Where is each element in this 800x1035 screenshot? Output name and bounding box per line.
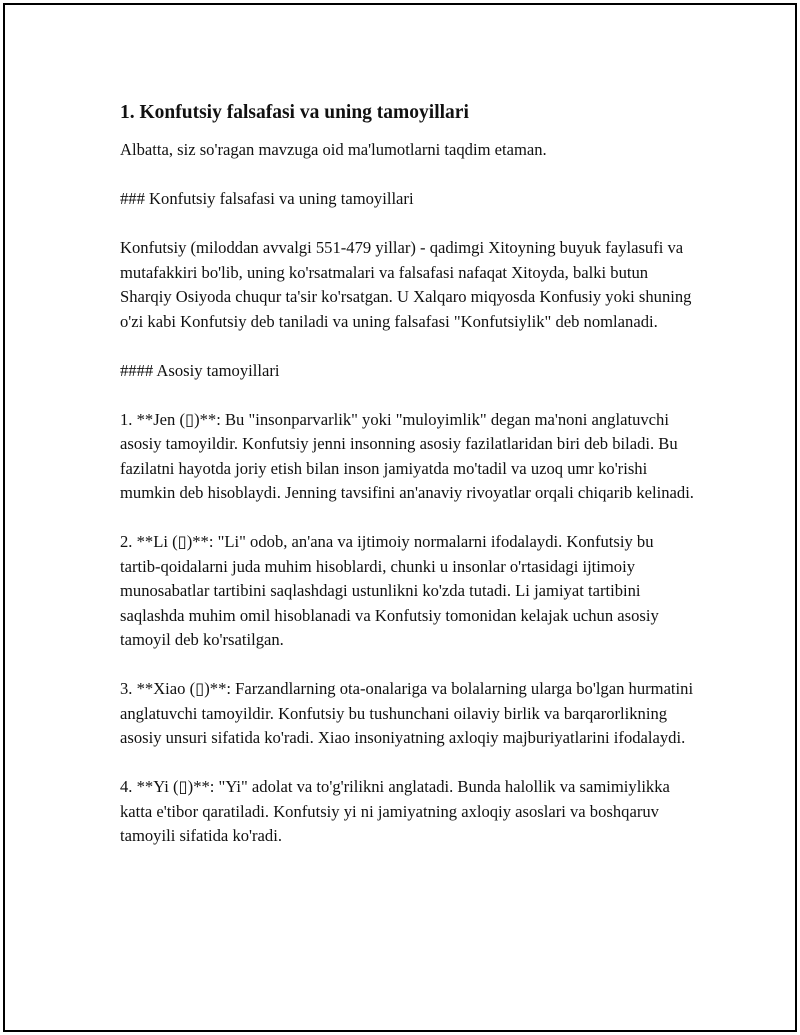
principle-jen-paragraph: 1. **Jen (▯)**: Bu "insonparvarlik" yoki "muloyimlik" degan ma'noni anglatuvchi asosiy tamoyildir. Konfutsiy jenni insonning asosiy fazilatlaridan biri deb biladi. Bu fazilatni hayotda joriy etish bilan inson jamiyatda mo'tadil va uzoq umr ko'rishi mumkin deb hisoblaydi. Jenning tavsifini an'anaviy rivoyatlar orqali chiqarib kelinadi.	[120, 409, 694, 502]
section-heading: ### Konfutsiy falsafasi va uning tamoyillari	[120, 189, 414, 208]
principle-yi-paragraph: 4. **Yi (▯)**: "Yi" adolat va to'g'rilikni anglatadi. Bunda halollik va samimiylikka katta e'tibor qaratiladi. Konfutsiy yi ni jamiyatning axloqiy asoslari va boshqaruv tamoyili sifatida ko'radi.	[120, 777, 670, 845]
principle-xiao-paragraph: 3. **Xiao (▯)**: Farzandlarning ota-onalariga va bolalarning ularga bo'lgan hurmatini anglatuvchi tamoyildir. Konfutsiy bu tushunchani oilaviy birlik va barqarorlikning asosiy unsuri sifatida ko'radi. Xiao insoniyatning axloqiy majburiyatlarini ifodalaydi.	[120, 679, 694, 747]
overview-paragraph: Konfutsiy (miloddan avvalgi 551-479 yillar) - qadimgi Xitoyning buyuk faylasufi va mutafakkiri bo'lib, uning ko'rsatmalari va falsafasi nafaqat Xitoyda, balki butun Sharqiy Osiyoda chuqur ta'sir ko'rsatgan. U Xalqaro miqyosda Konfusiy yoki shuning o'zi kabi Konfutsiy deb taniladi va uning falsafasi "Konfutsiylik" deb nomlanadi.	[120, 238, 692, 331]
subsection-heading: #### Asosiy tamoyillari	[120, 360, 280, 380]
intro-paragraph: Albatta, siz so'ragan mavzuga oid ma'lumotlarni taqdim etaman.	[120, 140, 547, 159]
page-frame	[3, 3, 797, 1032]
document-title: 1. Konfutsiy falsafasi va uning tamoyillari	[120, 102, 469, 123]
document-body	[120, 100, 695, 873]
principle-li-paragraph: 2. **Li (▯)**: "Li" odob, an'ana va ijtimoiy normalarni ifodalaydi. Konfutsiy bu tartib-qoidalarni juda muhim hisoblardi, chunki u insonlar o'rtasidagi ijtimoiy munosabatlar tartibini saqlashdagi ustunlikni ko'zda tutadi. Li jamiyat tartibini saqlashda muhim omil hisoblanadi va Konfutsiy tomonidan kelajak uchun asosiy tamoyil deb ko'rsatilgan.	[120, 532, 659, 649]
